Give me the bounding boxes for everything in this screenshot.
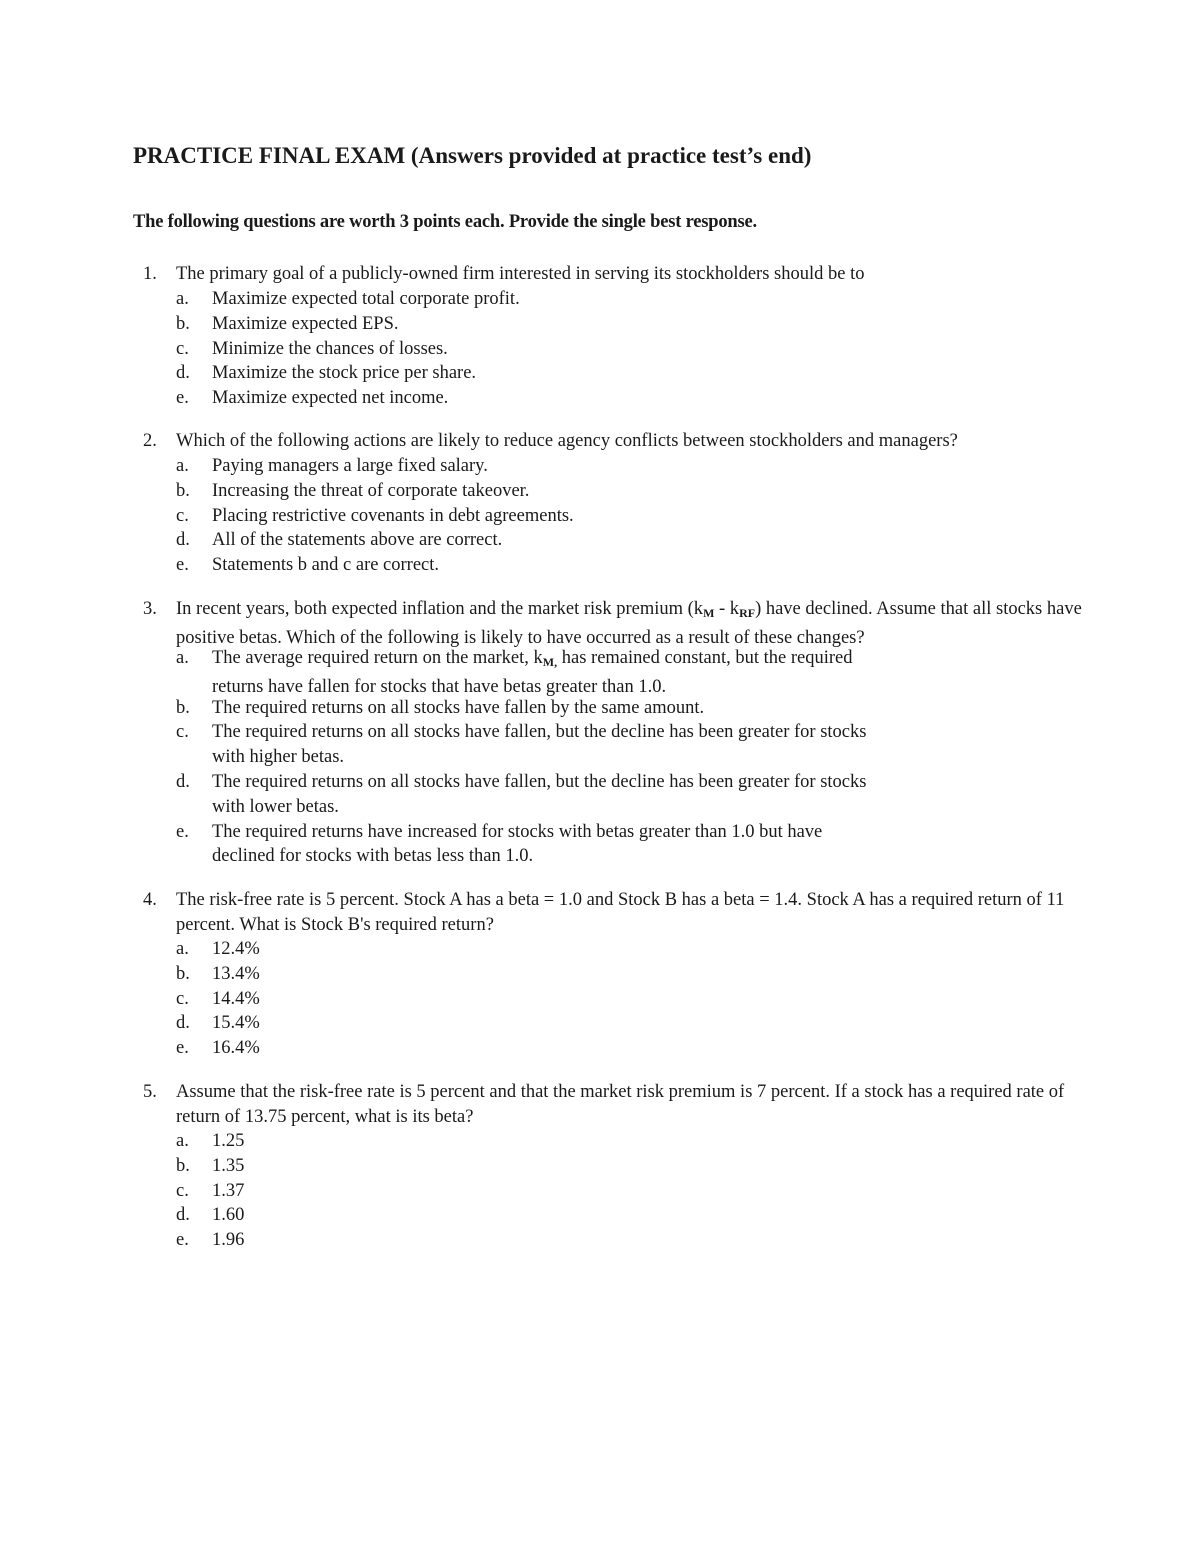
option-text: Statements b and c are correct. — [212, 555, 440, 576]
option-e — [0, 1228, 1200, 1253]
option-list — [0, 454, 1200, 578]
option-d — [0, 361, 1200, 386]
option-letter: a. — [176, 1131, 189, 1151]
question-text-part: ) have declined. Assume that all stocks have positive betas. Which of the following is likely to have occurred as a result of these changes? — [176, 599, 1082, 648]
instructions: The following questions are worth 3 points each. Provide the single best response. — [133, 212, 757, 232]
option-text-part: with lower betas. — [212, 796, 339, 817]
option-text: All of the statements above are correct. — [212, 530, 503, 551]
option-text-part: The required returns on all stocks have fallen, but the decline has been greater for stocks — [212, 722, 867, 743]
option-text — [212, 770, 1002, 820]
option-letter: e. — [176, 1230, 189, 1251]
option-text-part: has remained constant, but the required — [557, 648, 853, 668]
option-letter: d. — [176, 1205, 190, 1226]
option-text: Increasing the threat of corporate takeover. — [212, 480, 530, 501]
option-letter: c. — [176, 338, 189, 359]
option-a — [0, 1129, 1200, 1154]
option-a — [0, 454, 1200, 479]
option-letter: c. — [176, 505, 189, 526]
subscript-rf: RF — [739, 606, 756, 620]
option-text: 14.4% — [212, 988, 260, 1009]
option-b — [0, 1154, 1200, 1179]
question-text: Which of the following actions are likely to reduce agency conflicts between stockholders and managers? — [176, 431, 958, 451]
option-list — [0, 937, 1200, 1061]
option-e — [0, 820, 1200, 870]
option-letter: c. — [176, 1180, 189, 1201]
option-text: 16.4% — [212, 1038, 260, 1059]
question-number: 1. — [143, 264, 157, 284]
option-e — [0, 386, 1200, 411]
option-letter: e. — [176, 555, 189, 576]
option-text: Maximize expected net income. — [212, 388, 449, 409]
option-d — [0, 528, 1200, 553]
option-c — [0, 337, 1200, 362]
option-text-part: with higher betas. — [212, 747, 345, 768]
option-d — [0, 1203, 1200, 1228]
page-title: PRACTICE FINAL EXAM (Answers provided at practice test’s end) — [133, 143, 812, 168]
option-text-part: The required returns on all stocks have fallen, but the decline has been greater for stocks — [212, 771, 867, 792]
option-text: Maximize the stock price per share. — [212, 363, 477, 384]
option-text — [212, 646, 1002, 700]
option-letter: e. — [176, 388, 189, 409]
option-d — [0, 1011, 1200, 1036]
option-text: 1.35 — [212, 1155, 245, 1176]
option-letter: e. — [176, 821, 189, 842]
option-letter: b. — [176, 1155, 190, 1176]
option-a — [0, 287, 1200, 312]
option-c — [0, 987, 1200, 1012]
option-c — [0, 1179, 1200, 1204]
option-b — [0, 962, 1200, 987]
question-number: 4. — [143, 890, 157, 910]
option-letter: e. — [176, 1038, 189, 1059]
subscript-m: M, — [542, 655, 558, 669]
option-text: 1.96 — [212, 1230, 245, 1251]
option-text: 1.60 — [212, 1205, 245, 1226]
option-letter: b. — [176, 697, 190, 718]
option-letter: b. — [176, 963, 190, 984]
option-letter: a. — [176, 939, 189, 959]
option-text: 1.37 — [212, 1180, 245, 1201]
question-text: The risk-free rate is 5 percent. Stock A has a beta = 1.0 and Stock B has a beta = 1.4. Stock A has a required return of 11 percent. What is Stock B's required return? — [176, 890, 1065, 935]
option-text-part: declined for stocks with betas less than 1.0. — [212, 846, 534, 867]
option-e — [0, 1036, 1200, 1061]
option-text — [212, 720, 1002, 770]
option-text: The required returns on all stocks have fallen by the same amount. — [212, 697, 705, 718]
option-a — [0, 937, 1200, 962]
option-text: Minimize the chances of losses. — [212, 338, 448, 359]
option-c — [0, 504, 1200, 529]
question-number: 2. — [143, 431, 157, 451]
option-letter: d. — [176, 530, 190, 551]
option-letter: a. — [176, 456, 189, 476]
option-text: Maximize expected EPS. — [212, 313, 399, 334]
option-list — [0, 1129, 1200, 1253]
option-d — [0, 770, 1200, 820]
option-letter: c. — [176, 988, 189, 1009]
option-letter: b. — [176, 313, 190, 334]
option-letter: c. — [176, 722, 189, 743]
option-text — [212, 820, 1002, 870]
option-list — [0, 646, 1200, 869]
option-letter: a. — [176, 289, 189, 309]
option-letter: d. — [176, 363, 190, 384]
option-text: 12.4% — [212, 939, 260, 959]
question-text — [176, 597, 1131, 650]
option-list — [0, 287, 1200, 411]
option-text: 1.25 — [212, 1131, 245, 1151]
question-text: The primary goal of a publicly-owned firm interested in serving its stockholders should be to — [176, 264, 865, 284]
option-text-part: The average required return on the market, k — [212, 648, 543, 668]
question-text-part: - k — [714, 599, 740, 619]
option-text-part: returns have fallen for stocks that have betas greater than 1.0. — [212, 676, 667, 697]
option-text: Placing restrictive covenants in debt agreements. — [212, 505, 574, 526]
option-text: Paying managers a large fixed salary. — [212, 456, 488, 476]
option-letter: a. — [176, 648, 189, 668]
subscript-m: M — [703, 606, 715, 620]
option-text: 15.4% — [212, 1013, 260, 1034]
option-a — [0, 646, 1200, 696]
option-text-part: The required returns have increased for stocks with betas greater than 1.0 but have — [212, 821, 823, 842]
option-b — [0, 479, 1200, 504]
option-text: Maximize expected total corporate profit. — [212, 289, 520, 309]
option-c — [0, 720, 1200, 770]
option-b — [0, 696, 1200, 721]
question-number: 5. — [143, 1082, 157, 1102]
option-letter: d. — [176, 771, 190, 792]
question-text-part: In recent years, both expected inflation and the market risk premium (k — [176, 599, 704, 619]
option-b — [0, 312, 1200, 337]
option-text: 13.4% — [212, 963, 260, 984]
option-letter: b. — [176, 480, 190, 501]
option-letter: d. — [176, 1013, 190, 1034]
question-text: Assume that the risk-free rate is 5 percent and that the market risk premium is 7 percent. If a stock has a required rate of return of 13.75 percent, what is its beta? — [176, 1082, 1065, 1127]
option-e — [0, 553, 1200, 578]
question-number: 3. — [143, 599, 157, 619]
